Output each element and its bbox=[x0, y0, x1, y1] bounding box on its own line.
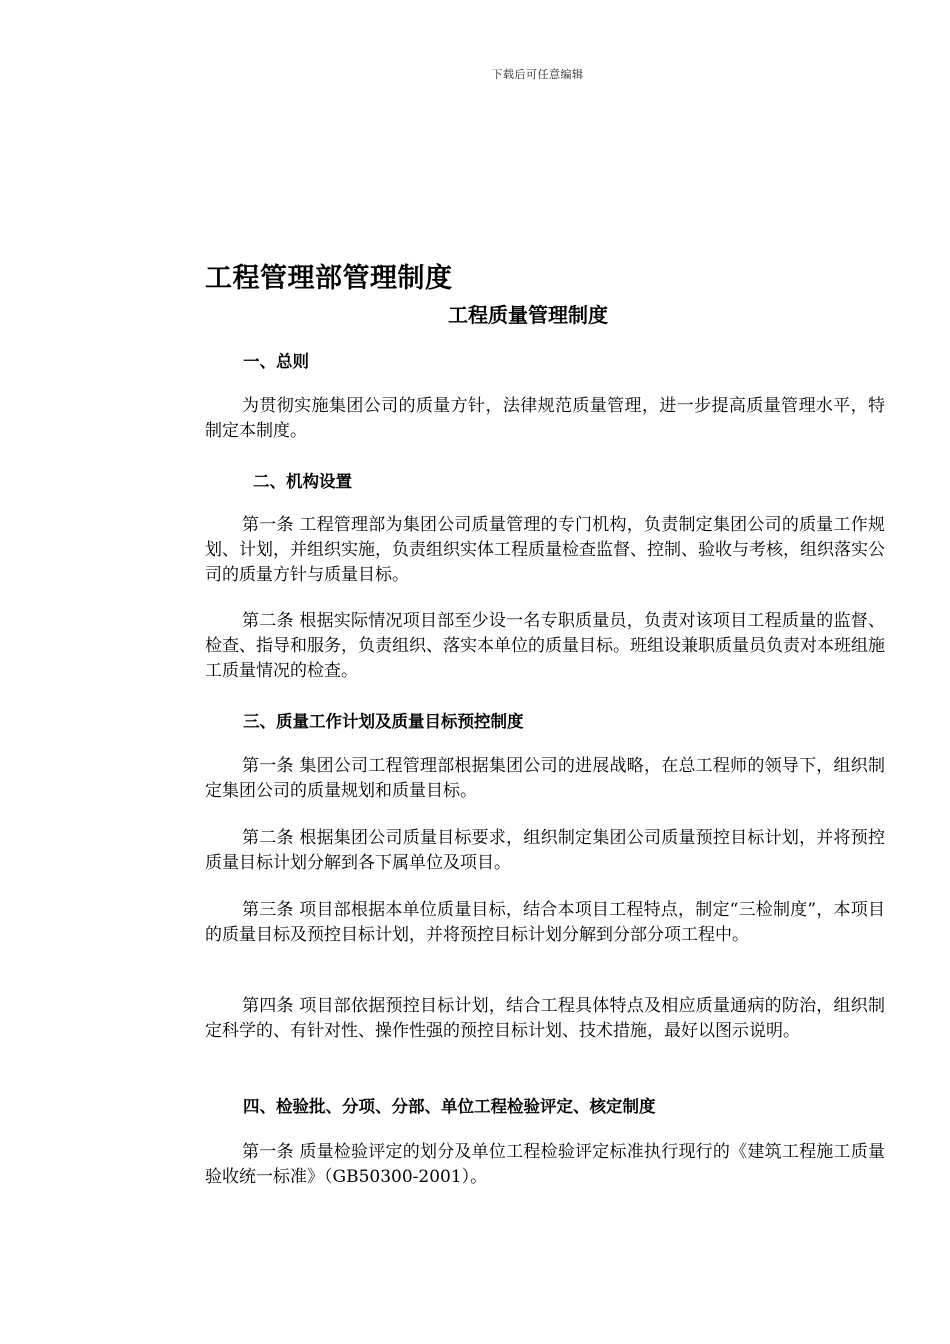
paragraph: 第四条 项目部依据预控目标计划，结合工程具体特点及相应质量通病的防治，组织制定科学的、有针对性、操作性强的预控目标计划、技术措施，最好以图示说明。 bbox=[205, 996, 885, 1041]
document-title: 工程管理部管理制度 bbox=[205, 263, 453, 294]
document-subtitle: 工程质量管理制度 bbox=[448, 303, 608, 327]
section-heading-organization: 二、机构设置 bbox=[253, 472, 352, 491]
section-heading-inspection: 四、检验批、分项、分部、单位工程检验评定、核定制度 bbox=[243, 1097, 656, 1116]
paragraph: 第二条 根据实际情况项目部至少设一名专职质量员，负责对该项目工程质量的监督、检查、指导和服务，负责组织、落实本单位的质量目标。班组设兼职质量员负责对本班组施工质量情况的检查。 bbox=[205, 611, 885, 681]
paragraph: 第一条 质量检验评定的划分及单位工程检验评定标准执行现行的《建筑工程施工质量验收统一标准》（GB50300-2001）。 bbox=[205, 1142, 885, 1187]
section-heading-general: 一、总则 bbox=[243, 352, 309, 371]
section-heading-quality-plan: 三、质量工作计划及质量目标预控制度 bbox=[243, 712, 524, 731]
paragraph: 第一条 工程管理部为集团公司质量管理的专门机构，负责制定集团公司的质量工作规划、计划，并组织实施，负责组织实体工程质量检查监督、控制、验收与考核，组织落实公司的质量方针与质量目标。 bbox=[205, 515, 885, 585]
paragraph: 第二条 根据集团公司质量目标要求，组织制定集团公司质量预控目标计划，并将预控质量目标计划分解到各下属单位及项目。 bbox=[205, 828, 885, 873]
paragraph: 为贯彻实施集团公司的质量方针，法律规范质量管理，进一步提高质量管理水平，特制定本制度。 bbox=[205, 396, 885, 441]
header-note: 下载后可任意编辑 bbox=[491, 68, 584, 81]
paragraph: 第一条 集团公司工程管理部根据集团公司的进展战略，在总工程师的领导下，组织制定集团公司的质量规划和质量目标。 bbox=[205, 756, 885, 801]
paragraph: 第三条 项目部根据本单位质量目标，结合本项目工程特点，制定“三检制度”，本项目的质量目标及预控目标计划，并将预控目标计划分解到分部分项工程中。 bbox=[205, 900, 885, 945]
